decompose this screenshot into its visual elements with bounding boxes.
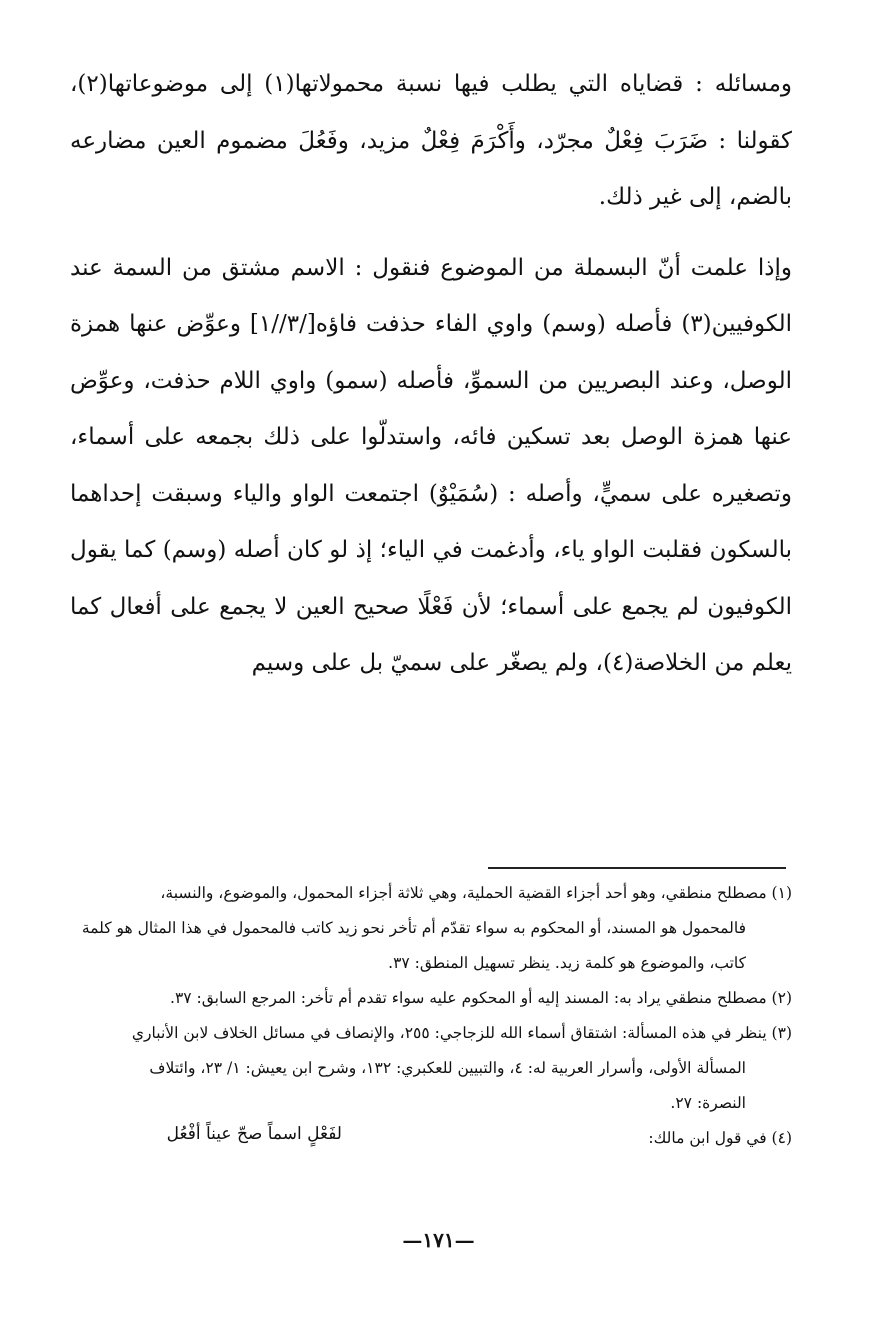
footnote-2-line-1: (٢) مصطلح منطقي يراد به: المسند إليه أو المحكوم عليه سواء تقدم أم تأخر: المرجع السابق: ٣٧. [170,989,792,1007]
paragraph-1: ومسائله : قضاياه التي يطلب فيها نسبة محمولاتها(١) إلى موضوعاتها(٢)، كقولنا : ضَرَبَ فِعْلٌ مجرّد، وأَكْرَمَ فِعْلٌ مزيد، وفَعُلَ مضموم العين مضارعه بالضم، إلى غير ذلك. [70,71,792,210]
footnotes [70,876,792,1157]
footnote-1-line-1: (١) مصطلح منطقي، وهو أحد أجزاء القضية الحملية، وهي ثلاثة أجزاء المحمول، والموضوع، والنسبة، [160,884,792,902]
footnote-3-line-2: المسألة الأولى، وأسرار العربية له: ٤، والتبيين للعكبري: ١٣٢، وشرح ابن يعيش: ١/ ٢٣، وائتلاف [149,1059,746,1077]
paragraph-2: وإذا علمت أنّ البسملة من الموضوع فنقول : الاسم مشتق من السمة عند الكوفيين(٣) فأصله (وسم) واوي الفاء حذفت فاؤه[/٣//١] وعوِّض عنها همزة الوصل، وعند البصريين من السموِّ، فأصله (سمو) واوي اللام حذفت، وعوِّض عنها همزة الوصل بعد تسكين فائه، واستدلّوا على ذلك بجمعه على أسماء، وتصغيره على سميٍّ، وأصله : (سُمَيْوٌ) اجتمعت الواو والياء وسبقت إحداهما بالسكون فقلبت الواو ياء، وأدغمت في الياء؛ إذ لو كان أصله (وسم) كما يقول الكوفيون لم يجمع على أسماء؛ لأن فَعْلًا صحيح العين لا يجمع على أفعال كما يعلم من الخلاصة(٤)، ولم يصغّر على سميّ بل على وسيم [70,254,792,676]
footnote-1 [70,876,792,981]
footnote-1-line-3: كاتب، والموضوع هو كلمة زيد. ينظر تسهيل المنطق: ٣٧. [388,954,746,972]
footnote-4-verse: لفَعْلٍ اسماً صحّ عيناً أفْعُل [166,1124,342,1144]
footnote-4-line [70,1121,792,1157]
footnote-3-line-1: (٣) ينظر في هذه المسألة: اشتقاق أسماء الله للزجاجي: ٢٥٥، والإنصاف في مسائل الخلاف لابن الأنباري [131,1024,792,1042]
footnote-3 [70,1016,792,1121]
footnote-4-lead: (٤) في قول ابن مالك: [648,1129,792,1147]
footnote-1-line-2: فالمحمول هو المسند، أو المحكوم به سواء تقدّم أم تأخر نحو زيد كاتب فالمحمول في هذا المثال هو كلمة [81,919,746,937]
footnote-3-line-3: النصرة: ٢٧. [670,1094,746,1112]
page-number: —١٧١— [402,1228,475,1252]
footnote-separator [488,867,786,869]
footnote-2 [70,981,792,1016]
footnote-4 [70,1121,792,1157]
main-text [70,56,792,692]
